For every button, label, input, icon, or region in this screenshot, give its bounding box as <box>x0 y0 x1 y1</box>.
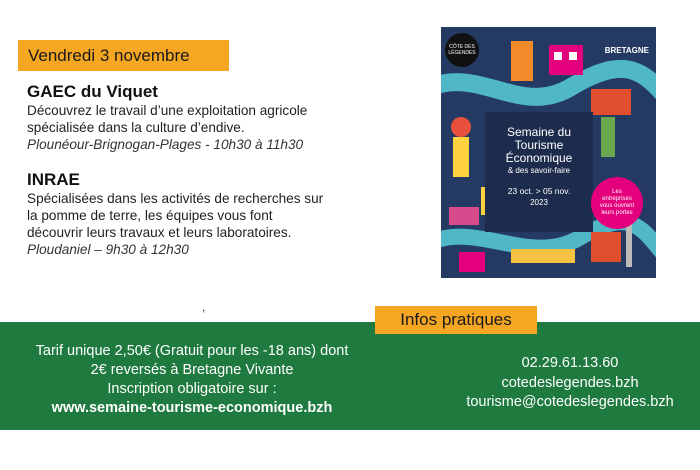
event-desc-line: découvrir leurs travaux et leurs laboratoires. <box>27 225 292 240</box>
event-location: Ploudaniel – 9h30 à 12h30 <box>27 242 189 257</box>
phone-number: 02.29.61.13.60 <box>521 355 619 371</box>
tarif-line: Inscription obligatoire sur : <box>107 381 277 397</box>
event-poster <box>441 27 656 278</box>
tarif-block <box>0 342 384 418</box>
info-heading <box>375 306 537 334</box>
info-band <box>0 322 700 430</box>
website-link[interactable]: www.semaine-tourisme-economique.bzh <box>51 400 333 416</box>
event-desc-line: Découvrez le travail d’une exploitation agricole <box>27 103 308 118</box>
poster-title-line: Semaine du <box>506 125 572 139</box>
date-label: Vendredi 3 novembre <box>28 45 190 65</box>
poster-year: 2023 <box>530 198 548 207</box>
event-inrae <box>27 169 357 258</box>
poster-title-box <box>485 112 593 232</box>
event-title: GAEC du Viquet <box>27 82 158 101</box>
poster-region: BRETAGNE <box>602 45 652 56</box>
event-desc-line: la pomme de terre, les équipes vous font <box>27 208 273 223</box>
site-link[interactable]: cotedeslegendes.bzh <box>501 374 639 391</box>
stray-mark: , <box>202 300 206 314</box>
event-title: INRAE <box>27 170 80 189</box>
poster-badge: Les entreprises vous ouvrent leurs portes <box>591 177 643 229</box>
event-location: Plounéour-Brignogan-Plages - 10h30 à 11h30 <box>27 137 304 152</box>
poster-logo: CÔTE DES LÉGENDES <box>445 33 479 67</box>
event-gaec <box>27 81 357 153</box>
contact-block <box>440 354 700 413</box>
poster-dates: 23 oct. > 05 nov. <box>507 186 571 196</box>
poster-subtitle: & des savoir-faire <box>507 166 571 175</box>
poster-title-line: Tourisme Économique <box>505 138 573 165</box>
email-link[interactable]: tourisme@cotedeslegendes.bzh <box>466 394 674 410</box>
date-badge <box>18 40 229 71</box>
tarif-line: Tarif unique 2,50€ (Gratuit pour les -18 ans) dont <box>35 343 349 359</box>
info-heading-label: Infos pratiques <box>400 310 512 329</box>
event-desc-line: Spécialisées dans les activités de recherches sur <box>27 191 324 206</box>
tarif-line: 2€ reversés à Bretagne Vivante <box>90 362 294 378</box>
event-desc-line: spécialisée dans la culture d’endive. <box>27 120 245 135</box>
